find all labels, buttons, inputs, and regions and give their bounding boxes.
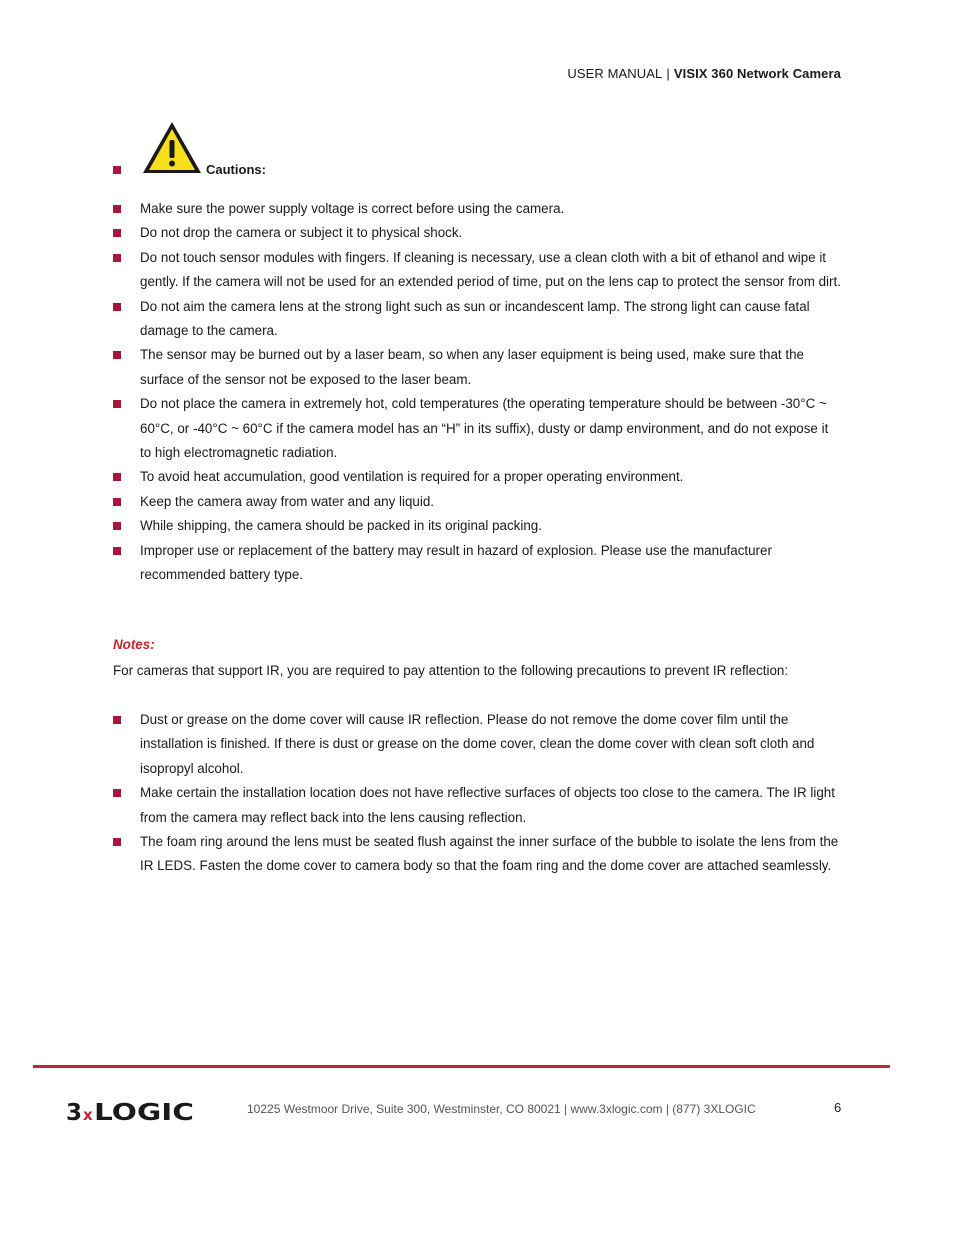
list-item: Improper use or replacement of the battery may result in hazard of explosion. Please use the manufacturer recommended battery type.	[113, 539, 843, 588]
list-item: Do not aim the camera lens at the strong light such as sun or incandescent lamp. The strong light can cause fatal damage to the camera.	[113, 295, 843, 344]
list-item: To avoid heat accumulation, good ventilation is required for a proper operating environment.	[113, 465, 843, 489]
header-separator: |	[666, 66, 670, 81]
bullet-icon	[113, 166, 121, 174]
footer-contact: 10225 Westmoor Drive, Suite 300, Westminster, CO 80021 | www.3xlogic.com | (877) 3XLOGIC	[247, 1102, 756, 1116]
list-item: Do not place the camera in extremely hot, cold temperatures (the operating temperature should be between -30°C ~ 60°C, or -40°C ~ 60°C if the camera model has an “H” in its suffix), dusty or damp environment, and do not expose it to high electromagnetic radiation.	[113, 392, 843, 465]
notes-intro: For cameras that support IR, you are required to pay attention to the following precautions to prevent IR reflection:	[113, 663, 789, 678]
list-item: The foam ring around the lens must be seated flush against the inner surface of the bubble to isolate the lens from the IR LEDS. Fasten the dome cover to camera body so that the foam ring and the dome cover are attached seamlessly.	[113, 830, 843, 879]
svg-text:3: 3	[66, 1100, 83, 1123]
svg-text:x: x	[83, 1106, 93, 1123]
page-number: 6	[834, 1100, 842, 1115]
list-item: Do not drop the camera or subject it to physical shock.	[113, 221, 843, 245]
list-item: Dust or grease on the dome cover will cause IR reflection. Please do not remove the dome cover film until the installation is finished. If there is dust or grease on the dome cover, clean the dome cover with clean soft cloth and isopropyl alcohol.	[113, 708, 843, 781]
company-logo	[66, 1099, 196, 1123]
notes-title: Notes:	[113, 637, 155, 652]
footer-divider	[33, 1065, 890, 1068]
cautions-list	[113, 197, 843, 588]
warning-icon	[141, 120, 203, 176]
header-product-title: VISIX 360 Network Camera	[673, 66, 841, 81]
list-item: Make sure the power supply voltage is correct before using the camera.	[113, 197, 843, 221]
header-manual-label: USER MANUAL	[567, 66, 663, 81]
notes-list	[113, 708, 843, 879]
list-item: Make certain the installation location does not have reflective surfaces of objects too close to the camera. The IR light from the camera may reflect back into the lens causing reflection.	[113, 781, 843, 830]
page-header	[567, 66, 841, 81]
list-item: The sensor may be burned out by a laser beam, so when any laser equipment is being used, make sure that the surface of the sensor not be exposed to the laser beam.	[113, 343, 843, 392]
cautions-heading	[113, 118, 513, 178]
list-item: While shipping, the camera should be packed in its original packing.	[113, 514, 843, 538]
list-item: Keep the camera away from water and any liquid.	[113, 490, 843, 514]
list-item: Do not touch sensor modules with fingers. If cleaning is necessary, use a clean cloth with a bit of ethanol and wipe it gently. If the camera will not be used for an extended period of time, put on the lens cap to protect the sensor from dirt.	[113, 246, 843, 295]
svg-text:LOGIC: LOGIC	[94, 1100, 194, 1123]
cautions-label: Cautions:	[206, 162, 266, 177]
